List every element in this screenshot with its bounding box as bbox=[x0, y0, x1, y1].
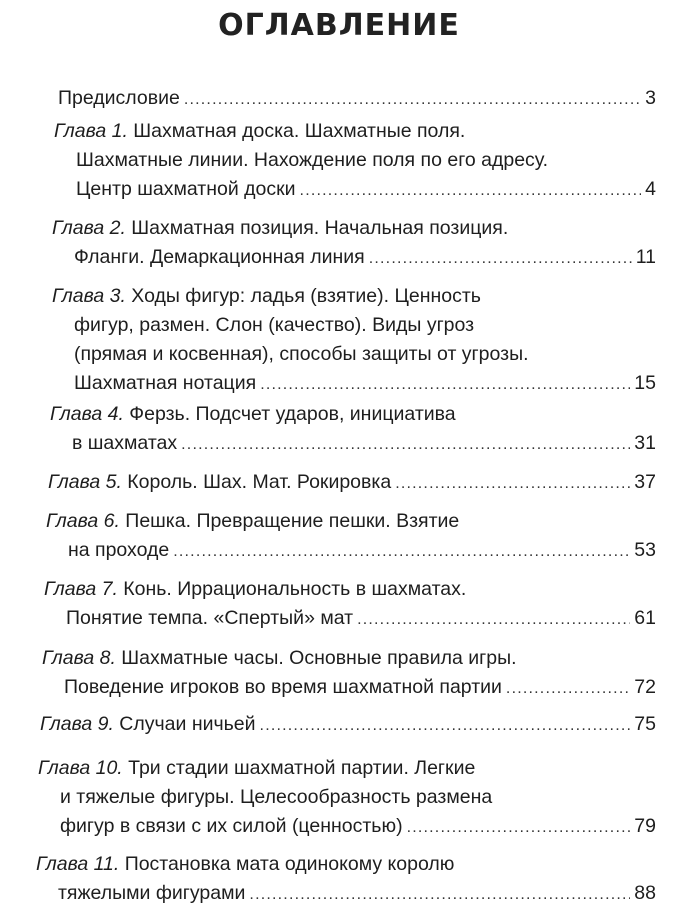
entry-title-text: фигур, размен. Слон (качество). Виды угроз bbox=[74, 314, 475, 336]
toc-entry-text bbox=[52, 217, 508, 239]
entry-title-text: Пешка. Превращение пешки. Взятие bbox=[125, 510, 460, 532]
dot-leader bbox=[260, 711, 631, 740]
entry-title-text: Случаи ничьей bbox=[119, 713, 256, 735]
toc-entry-line bbox=[52, 340, 656, 369]
toc-entry-text bbox=[40, 710, 256, 739]
chapter-label: Глава 2. bbox=[52, 217, 126, 239]
toc-entry-line bbox=[54, 117, 656, 146]
toc-entry-text bbox=[44, 578, 466, 600]
toc-entry-line bbox=[54, 175, 656, 205]
toc-entry-line bbox=[54, 146, 656, 175]
page-number: 88 bbox=[634, 882, 656, 904]
toc-entry[interactable] bbox=[52, 282, 656, 399]
dot-leader bbox=[181, 430, 630, 459]
toc-entry-text bbox=[58, 84, 180, 113]
dot-leader bbox=[395, 469, 630, 498]
dot-leader bbox=[506, 674, 630, 703]
toc-entry-line bbox=[52, 311, 656, 340]
entry-title-text: Шахматные часы. Основные правила игры. bbox=[121, 647, 517, 669]
page-number: 31 bbox=[634, 432, 656, 454]
page-title: ОГЛАВЛЕНИЕ bbox=[218, 8, 460, 43]
chapter-label: Глава 4. bbox=[50, 403, 124, 425]
toc-entry-text bbox=[76, 175, 296, 204]
page-number: 15 bbox=[634, 372, 656, 394]
toc-entry-line bbox=[50, 400, 656, 429]
page-number: 61 bbox=[634, 607, 656, 629]
entry-title-text: Предисловие bbox=[58, 87, 180, 109]
toc-entry[interactable] bbox=[54, 117, 656, 205]
toc-entry-text bbox=[74, 243, 365, 272]
entry-title-text: Фланги. Демаркационная линия bbox=[74, 246, 365, 268]
chapter-label: Глава 6. bbox=[46, 510, 120, 532]
entry-title-text: Центр шахматной доски bbox=[76, 178, 296, 200]
toc-entry-text bbox=[74, 343, 529, 365]
toc-entry[interactable] bbox=[44, 575, 656, 634]
dot-leader bbox=[184, 85, 641, 114]
chapter-label: Глава 11. bbox=[36, 853, 120, 875]
dot-leader bbox=[249, 880, 630, 909]
toc-entry-line bbox=[58, 84, 656, 114]
chapter-label: Глава 8. bbox=[42, 647, 116, 669]
entry-title-text: Конь. Иррациональность в шахматах. bbox=[123, 578, 467, 600]
entry-title-text: фигур в связи с их силой (ценностью) bbox=[60, 815, 403, 837]
entry-title-text: в шахматах bbox=[72, 432, 178, 454]
dot-leader bbox=[357, 605, 630, 634]
toc-entry[interactable] bbox=[40, 710, 656, 740]
entry-title-text: тяжелыми фигурами bbox=[58, 882, 246, 904]
chapter-label: Глава 1. bbox=[54, 120, 128, 142]
chapter-label: Глава 7. bbox=[44, 578, 118, 600]
page-number: 4 bbox=[645, 178, 656, 200]
toc-entry-text bbox=[50, 403, 456, 425]
entry-title-text: Шахматная доска. Шахматные поля. bbox=[133, 120, 466, 142]
toc-entry[interactable] bbox=[38, 754, 656, 842]
entry-title-text: Ходы фигур: ладья (взятие). Ценность bbox=[131, 285, 481, 307]
dot-leader bbox=[260, 370, 630, 399]
toc-entry-line bbox=[50, 429, 656, 459]
toc-entry[interactable] bbox=[58, 84, 656, 114]
toc-entry-text bbox=[74, 369, 256, 398]
page-number: 11 bbox=[635, 246, 656, 268]
entry-title-text: (прямая и косвенная), способы защиты от угрозы. bbox=[74, 343, 529, 365]
toc-entry-text bbox=[48, 468, 391, 497]
toc-entry-text bbox=[60, 786, 492, 808]
toc-entry-line bbox=[52, 282, 656, 311]
dot-leader bbox=[407, 813, 631, 842]
entry-title-text: Три стадии шахматной партии. Легкие bbox=[128, 757, 476, 779]
page-number: 53 bbox=[634, 539, 656, 561]
toc-entry-line bbox=[44, 604, 656, 634]
chapter-label: Глава 3. bbox=[52, 285, 126, 307]
toc-entry[interactable] bbox=[36, 850, 656, 909]
toc-entry-text bbox=[58, 879, 245, 908]
entry-title-text: Понятие темпа. «Спертый» мат bbox=[66, 607, 354, 629]
toc-entry-text bbox=[52, 285, 481, 307]
dot-leader bbox=[369, 244, 632, 273]
chapter-label: Глава 9. bbox=[40, 713, 114, 735]
dot-leader bbox=[173, 537, 630, 566]
toc-entry[interactable] bbox=[52, 214, 656, 273]
toc-entry[interactable] bbox=[42, 644, 656, 703]
toc-entry-text bbox=[38, 757, 475, 779]
entry-title-text: Король. Шах. Мат. Рокировка bbox=[127, 471, 392, 493]
toc-entry-text bbox=[42, 647, 517, 669]
toc-entry-text bbox=[54, 120, 465, 142]
entry-title-text: на проходе bbox=[68, 539, 170, 561]
page-number: 75 bbox=[634, 713, 656, 735]
toc-entry-text bbox=[36, 853, 454, 875]
toc-entry-line bbox=[38, 812, 656, 842]
entry-title-text: и тяжелые фигуры. Целесообразность размена bbox=[60, 786, 493, 808]
page-number: 72 bbox=[634, 676, 656, 698]
toc-entry-line bbox=[52, 369, 656, 399]
toc-entry-line bbox=[38, 783, 656, 812]
toc-entry-text bbox=[66, 604, 353, 633]
toc-entry-text bbox=[72, 429, 177, 458]
entry-title-text: Поведение игроков во время шахматной партии bbox=[64, 676, 502, 698]
toc-entry-text bbox=[68, 536, 169, 565]
toc-entry-text bbox=[60, 812, 403, 841]
toc-entry[interactable] bbox=[48, 468, 656, 498]
toc-entry-line bbox=[46, 507, 656, 536]
chapter-label: Глава 10. bbox=[38, 757, 123, 779]
page-number: 3 bbox=[645, 87, 656, 109]
toc-entry-line bbox=[48, 468, 656, 498]
page-number: 79 bbox=[634, 815, 656, 837]
toc-entry-line bbox=[36, 879, 656, 909]
toc-entry-line bbox=[40, 710, 656, 740]
toc-entry-line bbox=[52, 243, 656, 273]
toc-entry-text bbox=[74, 314, 474, 336]
dot-leader bbox=[300, 176, 642, 205]
toc-entry-line bbox=[38, 754, 656, 783]
toc-entry-line bbox=[36, 850, 656, 879]
entry-title-text: Шахматные линии. Нахождение поля по его адресу. bbox=[76, 149, 549, 171]
toc-entry-text bbox=[76, 149, 548, 171]
toc-entry-text bbox=[46, 510, 459, 532]
page-number: 37 bbox=[634, 471, 656, 493]
toc-entry-line bbox=[42, 644, 656, 673]
entry-title-text: Ферзь. Подсчет ударов, инициатива bbox=[129, 403, 456, 425]
toc-entry-line bbox=[44, 575, 656, 604]
toc-entry[interactable] bbox=[46, 507, 656, 566]
entry-title-text: Шахматная позиция. Начальная позиция. bbox=[131, 217, 509, 239]
entry-title-text: Шахматная нотация bbox=[74, 372, 257, 394]
toc-entry[interactable] bbox=[50, 400, 656, 459]
chapter-label: Глава 5. bbox=[48, 471, 122, 493]
toc-entry-line bbox=[46, 536, 656, 566]
toc-entry-line bbox=[52, 214, 656, 243]
toc-entry-text bbox=[64, 673, 502, 702]
entry-title-text: Постановка мата одинокому королю bbox=[124, 853, 455, 875]
toc-entry-line bbox=[42, 673, 656, 703]
